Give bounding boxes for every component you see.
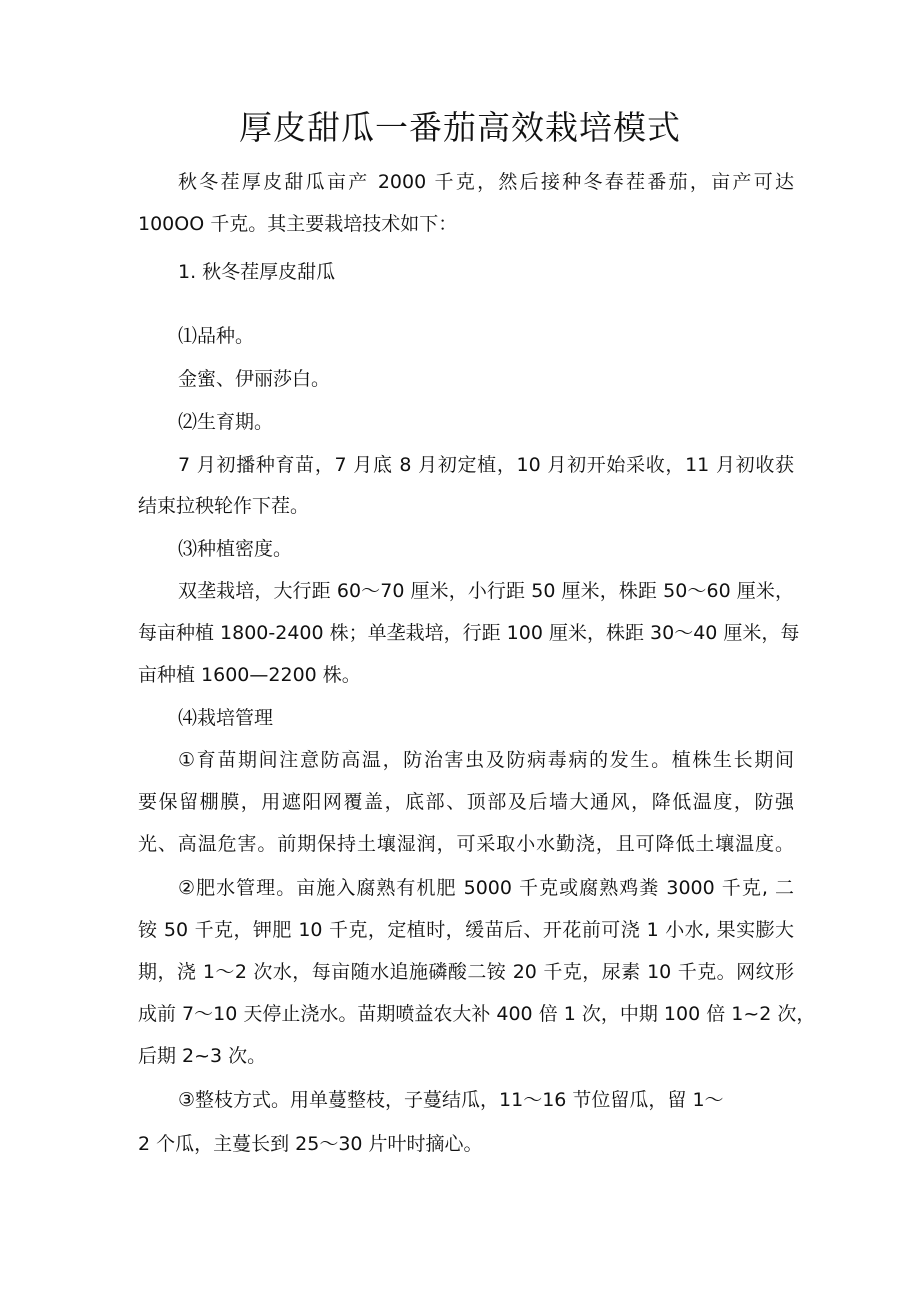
management-item-3-line-1: ③整枝方式。用单蔓整枝，子蔓结瓜，11～16 节位留瓜，留 1～ xyxy=(178,1089,724,1111)
section-heading: 1. 秋冬茬厚皮甜瓜 xyxy=(178,261,336,283)
growth-period-line-2: 结束拉秧轮作下茬。 xyxy=(138,495,310,517)
intro-paragraph-line-2: 100OO 千克。其主要栽培技术如下： xyxy=(138,213,458,235)
management-item-2-line-5: 后期 2~3 次。 xyxy=(138,1045,267,1067)
growth-period-line-1: 7 月初播种育苗，7 月底 8 月初定植，10 月初开始采收，11 月初收获 xyxy=(178,454,794,476)
subsection-heading-management: ⑷栽培管理 xyxy=(178,707,274,729)
management-item-3-line-2: 2 个瓜，主蔓长到 25～30 片叶时摘心。 xyxy=(138,1133,483,1155)
subsection-heading-growth-period: ⑵生育期。 xyxy=(178,411,274,433)
intro-paragraph-line-1: 秋冬茬厚皮甜瓜亩产 2000 千克，然后接种冬春茬番茄，亩产可达 xyxy=(178,171,794,193)
document-title: 厚皮甜瓜一番茄高效栽培模式 xyxy=(239,108,681,147)
management-item-2-line-1: ②肥水管理。亩施入腐熟有机肥 5000 千克或腐熟鸡粪 3000 千克, 二 xyxy=(178,877,794,899)
density-line-3: 亩种植 1600—2200 株。 xyxy=(138,664,361,686)
density-line-1: 双垄栽培，大行距 60～70 厘米，小行距 50 厘米，株距 50～60 厘米， xyxy=(178,580,794,602)
management-item-2-line-3: 期，浇 1～2 次水，每亩随水追施磷酸二铵 20 千克，尿素 10 千克。网纹形 xyxy=(138,961,794,983)
density-line-2: 每亩种植 1800-2400 株；单垄栽培，行距 100 厘米，株距 30～40 厘米，每 xyxy=(138,622,800,644)
management-item-2-line-4: 成前 7～10 天停止浇水。苗期喷益农大补 400 倍 1 次，中期 100 倍 1~2 次， xyxy=(138,1003,816,1025)
management-item-1-line-3: 光、高温危害。前期保持土壤湿润，可采取小水勤浇，且可降低土壤温度。 xyxy=(138,833,794,855)
subsection-heading-variety: ⑴品种。 xyxy=(178,325,255,347)
management-item-1-line-1: ①育苗期间注意防高温，防治害虫及防病毒病的发生。植株生长期间 xyxy=(178,749,794,771)
subsection-heading-density: ⑶种植密度。 xyxy=(178,538,293,560)
management-item-1-line-2: 要保留棚膜，用遮阳网覆盖，底部、顶部及后墙大通风，降低温度，防强 xyxy=(138,791,794,813)
variety-text: 金蜜、伊丽莎白。 xyxy=(178,368,331,390)
management-item-2-line-2: 铵 50 千克，钾肥 10 千克，定植时，缓苗后、开花前可浇 1 小水, 果实膨大 xyxy=(138,919,794,941)
